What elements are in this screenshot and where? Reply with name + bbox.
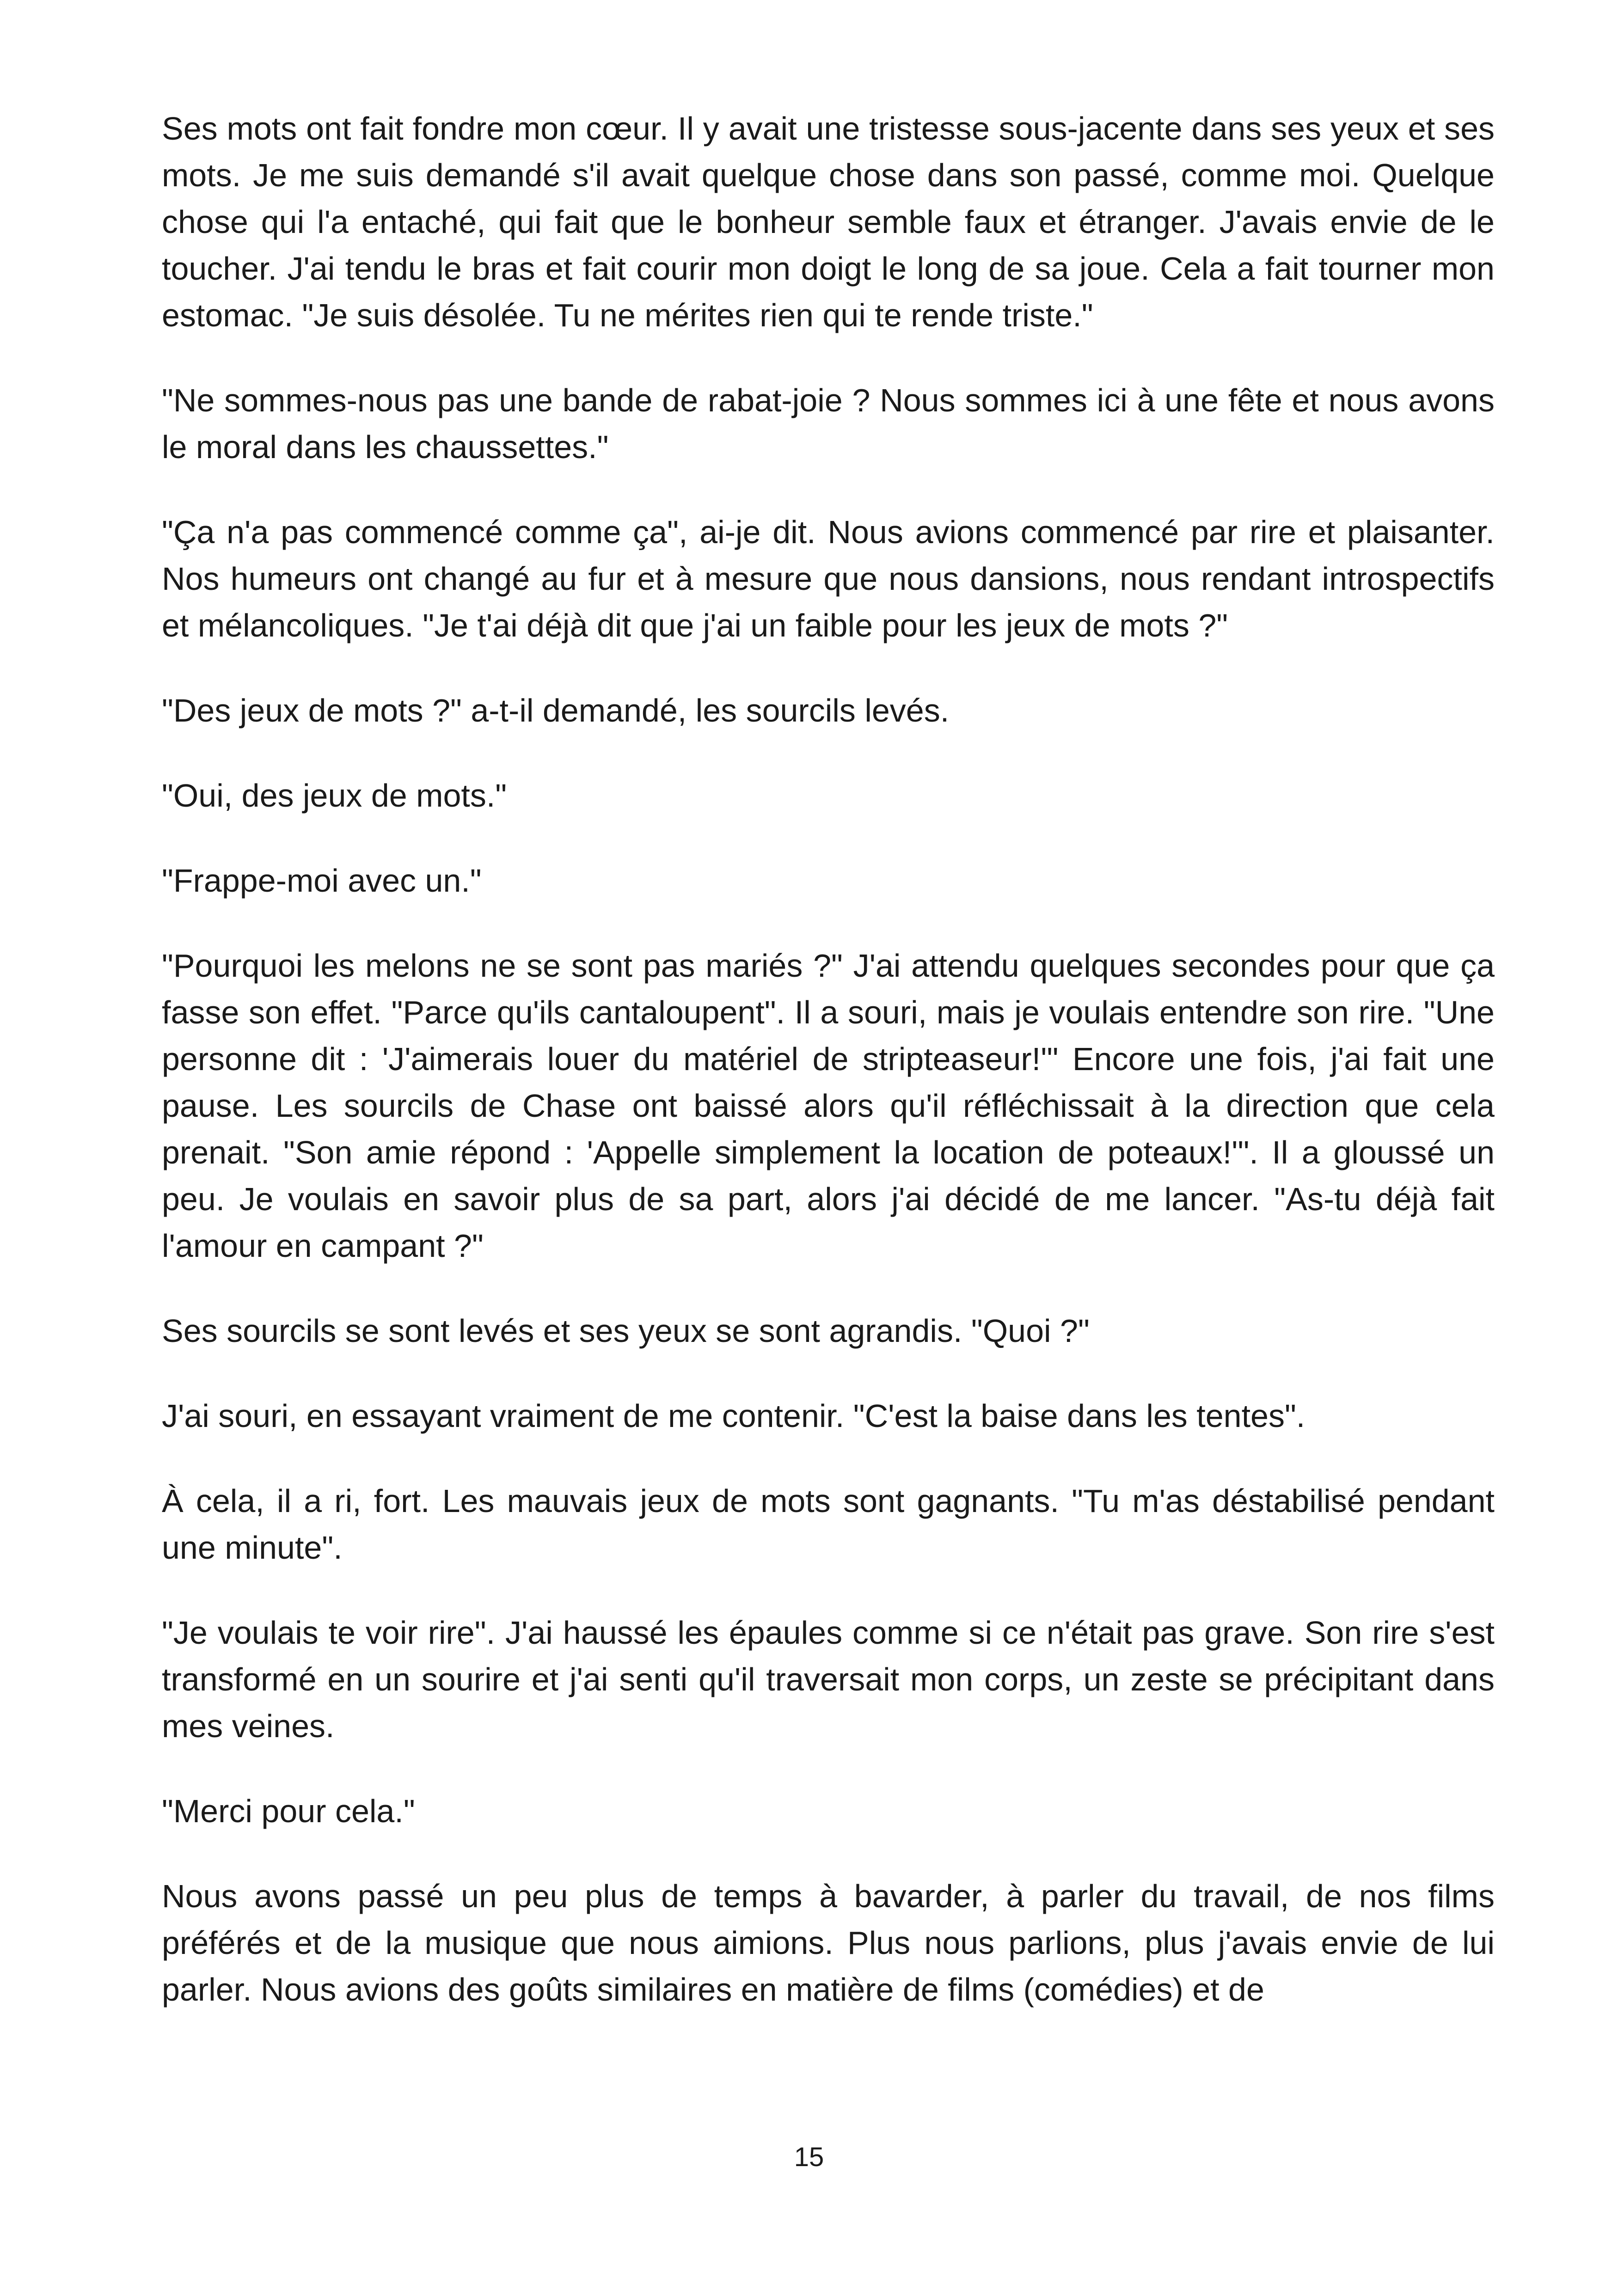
paragraph-7: "Pourquoi les melons ne se sont pas mariés ?" J'ai attendu quelques secondes pour que ça fasse son effet. "Parce qu'ils cantaloupent". Il a souri, mais je voulais entendre son rire. "Une personne dit : 'J'aimerais louer du matériel de stripteaseur!'" Encore une fois, j'ai fait une pause. Les sourcils de Chase ont baissé alors qu'il réfléchissait à la direction que cela prenait. "Son amie répond : 'Appelle simplement la location de poteaux!'". Il a gloussé un peu. Je voulais en savoir plus de sa part, alors j'ai décidé de me lancer. "As-tu déjà fait l'amour en campant ?"	[162, 948, 1495, 1264]
paragraph-4: "Des jeux de mots ?" a-t-il demandé, les sourcils levés.	[162, 692, 950, 729]
paragraph-13: Nous avons passé un peu plus de temps à bavarder, à parler du travail, de nos films préférés et de la musique que nous aimions. Plus nous parlions, plus j'avais envie de lui parler. Nous avions des goûts similaires en matière de films (comédies) et de	[162, 1878, 1495, 2008]
paragraph-3: "Ça n'a pas commencé comme ça", ai-je dit. Nous avions commencé par rire et plaisanter. Nos humeurs ont changé au fur et à mesure que nous dansions, nous rendant introspectifs et mélancoliques. "Je t'ai déjà dit que j'ai un faible pour les jeux de mots ?"	[162, 514, 1495, 643]
paragraph-8: Ses sourcils se sont levés et ses yeux se sont agrandis. "Quoi ?"	[162, 1313, 1090, 1349]
paragraph-5: "Oui, des jeux de mots."	[162, 778, 507, 814]
paragraph-11: "Je voulais te voir rire". J'ai haussé les épaules comme si ce n'était pas grave. Son rire s'est transformé en un sourire et j'ai senti qu'il traversait mon corps, un zeste se précipitant dans mes veines.	[162, 1615, 1495, 1744]
paragraph-9: J'ai souri, en essayant vraiment de me contenir. "C'est la baise dans les tentes".	[162, 1398, 1305, 1434]
paragraph-6: "Frappe-moi avec un."	[162, 863, 482, 899]
paragraph-1: Ses mots ont fait fondre mon cœur. Il y avait une tristesse sous-jacente dans ses yeux et ses mots. Je me suis demandé s'il avait quelque chose dans son passé, comme moi. Quelque chose qui l'a entaché, qui fait que le bonheur semble faux et étranger. J'avais envie de le toucher. J'ai tendu le bras et fait courir mon doigt le long de sa joue. Cela a fait tourner mon estomac. "Je suis désolée. Tu ne mérites rien qui te rende triste."	[162, 110, 1495, 333]
paragraph-2: "Ne sommes-nous pas une bande de rabat-joie ? Nous sommes ici à une fête et nous avons le moral dans les chaussettes."	[162, 382, 1495, 465]
page-number: 15	[794, 2142, 824, 2172]
paragraph-12: "Merci pour cela."	[162, 1793, 415, 1829]
paragraph-10: À cela, il a ri, fort. Les mauvais jeux de mots sont gagnants. "Tu m'as déstabilisé pendant une minute".	[162, 1483, 1495, 1566]
body-text	[162, 105, 1495, 2051]
